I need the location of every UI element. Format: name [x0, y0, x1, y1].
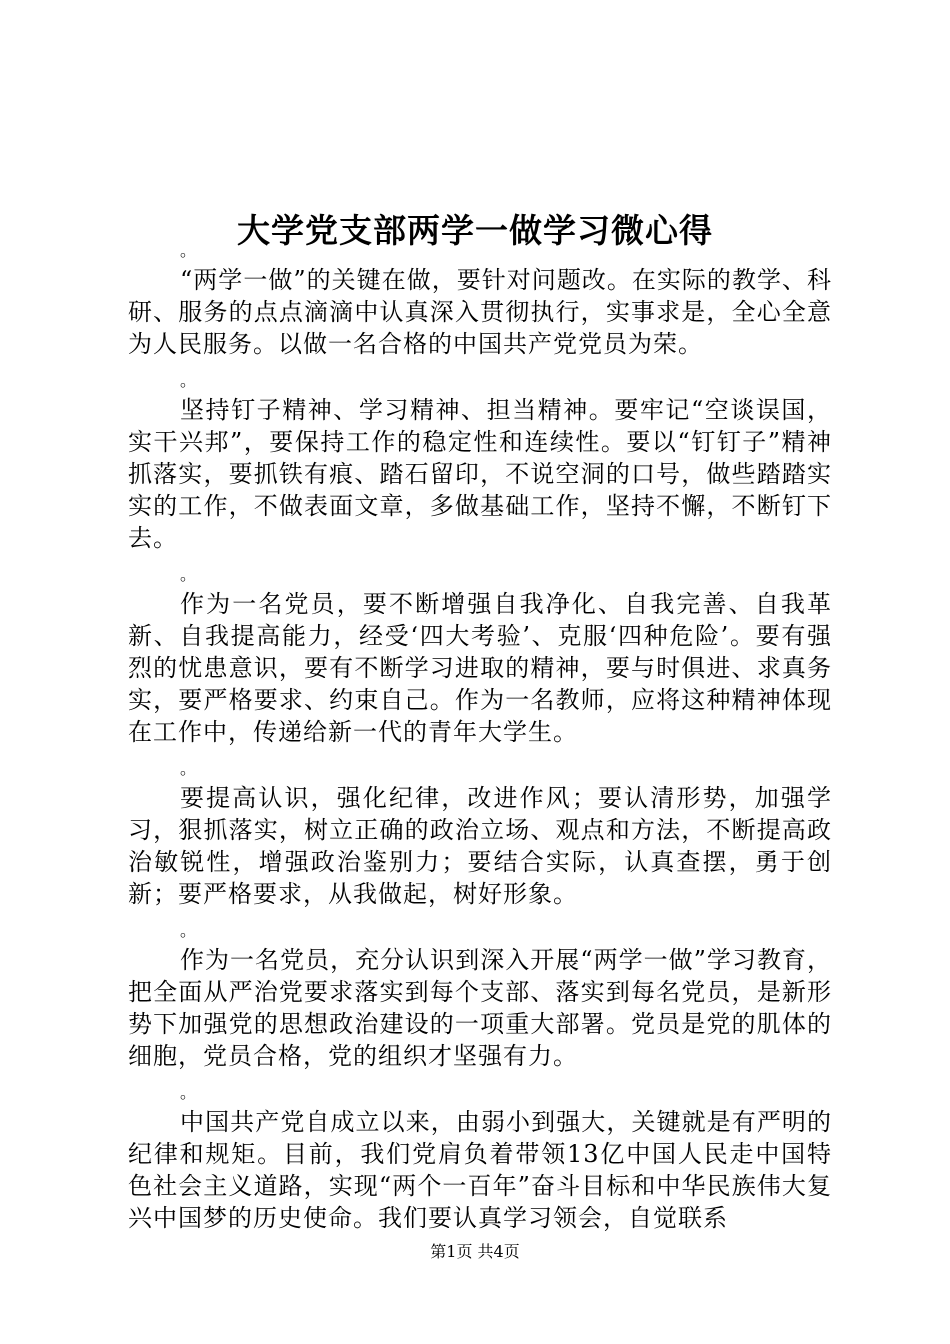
paragraph-2: 坚持钉子精神、学习精神、担当精神。要牢记“空谈误国，实干兴邦”，要保持工作的稳定性和连续性。要以“钉钉子”精神抓落实，要抓铁有痕、踏石留印，不说空洞的口号，做些踏踏实实的工作，不做表面文章，多做基础工作，坚持不懈，不断钉下去。 [128, 396, 832, 552]
section-2 [128, 368, 832, 554]
section-6 [128, 1080, 832, 1234]
section-4 [128, 756, 832, 910]
section-3 [128, 562, 832, 748]
paragraph-marker: 。 [180, 241, 197, 260]
paragraph-marker: 。 [180, 1083, 197, 1102]
paragraph-marker: 。 [180, 565, 197, 584]
paragraph-5: 作为一名党员，充分认识到深入开展“两学一做”学习教育，把全面从严治党要求落实到每个支部、落实到每名党员，是新形势下加强党的思想政治建设的一项重大部署。党员是党的肌体的细胞，党员合格，党的组织才坚强有力。 [128, 946, 832, 1070]
paragraph-6: 中国共产党自成立以来，由弱小到强大，关键就是有严明的纪律和规矩。目前，我们党肩负着带领13亿中国人民走中国特色社会主义道路，实现“两个一百年”奋斗目标和中华民族伟大复兴中国梦的历史使命。我们要认真学习领会，自觉联系 [128, 1108, 832, 1232]
paragraph-3: 作为一名党员，要不断增强自我净化、自我完善、自我革新、自我提高能力，经受‘四大考验’、克服‘四种危险’。要有强烈的忧患意识，要有不断学习进取的精神，要与时俱进、求真务实，要严格要求、约束自己。作为一名教师，应将这种精神体现在工作中，传递给新一代的青年大学生。 [128, 590, 832, 746]
paragraph-marker: 。 [180, 371, 197, 390]
document-body [128, 238, 832, 1242]
section-5 [128, 918, 832, 1072]
section-1 [128, 238, 832, 360]
paragraph-marker: 。 [180, 921, 197, 940]
page-number-footer: 第1页 共4页 [430, 1242, 520, 1261]
paragraph-marker: 。 [180, 759, 197, 778]
page-title: 大学党支部两学一做学习微心得 [237, 211, 713, 251]
paragraph-4: 要提高认识，强化纪律，改进作风；要认清形势，加强学习，狠抓落实，树立正确的政治立场、观点和方法，不断提高政治敏锐性，增强政治鉴别力；要结合实际，认真查摆，勇于创新；要严格要求，从我做起，树好形象。 [128, 784, 832, 908]
paragraph-1: “两学一做”的关键在做，要针对问题改。在实际的教学、科研、服务的点点滴滴中认真深入贯彻执行，实事求是，全心全意为人民服务。以做一名合格的中国共产党党员为荣。 [128, 266, 832, 358]
